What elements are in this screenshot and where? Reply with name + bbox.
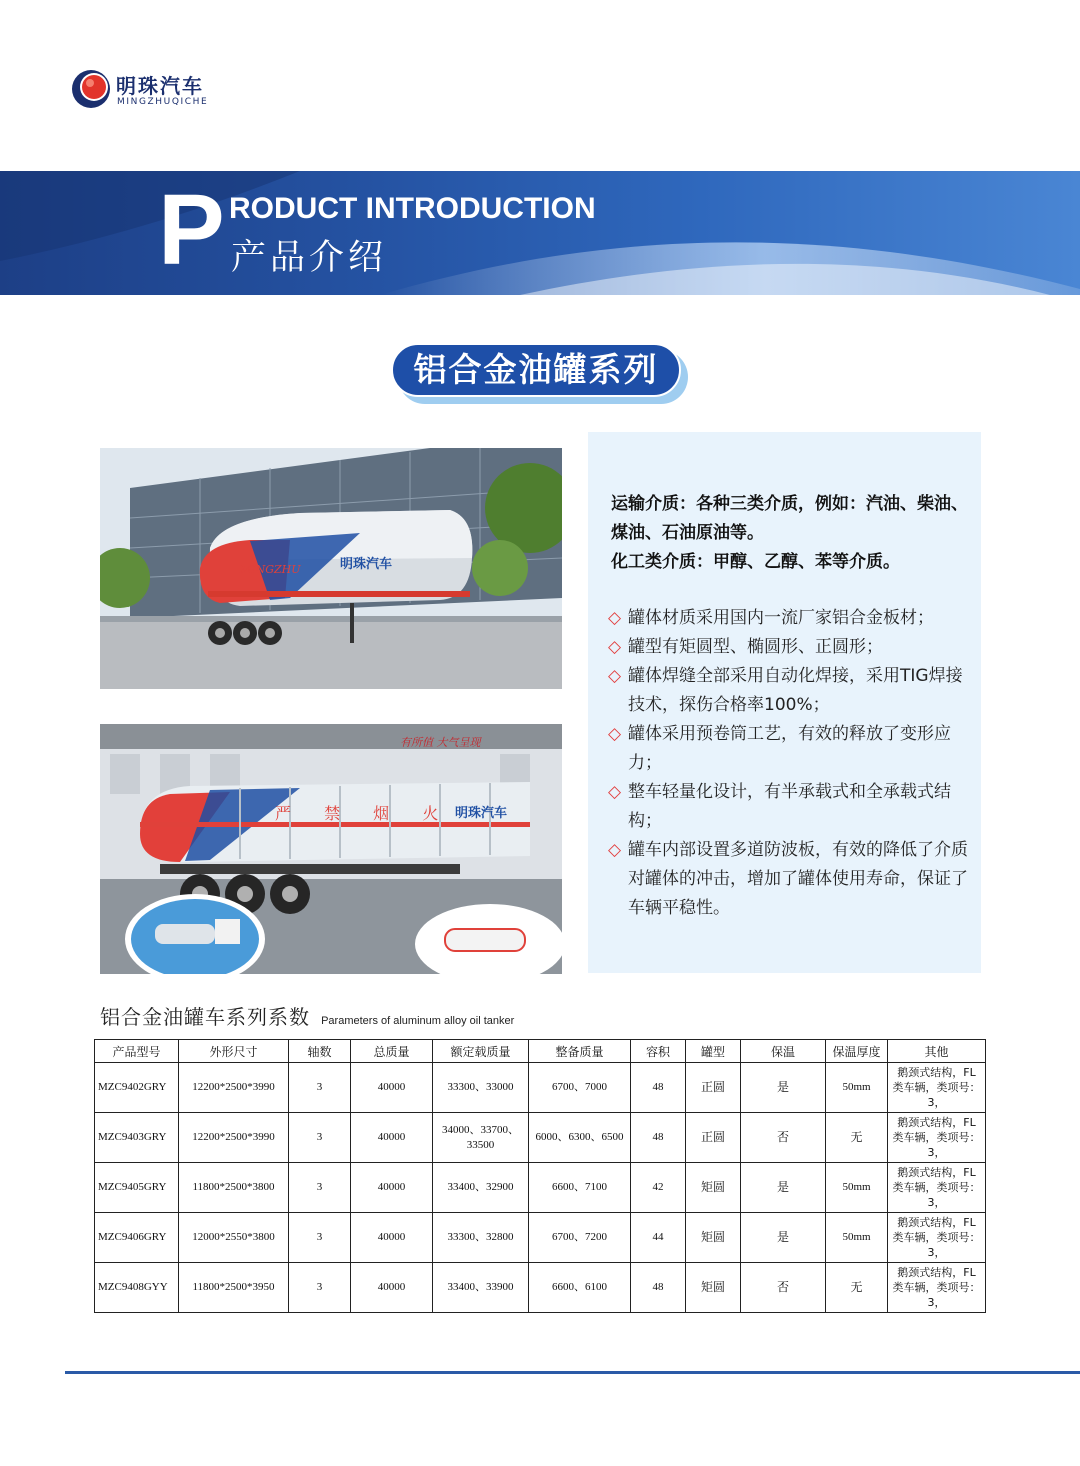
parameter-table bbox=[94, 1039, 986, 1313]
col-header-volume: 容积 bbox=[631, 1040, 686, 1063]
cell-curb-mass: 6600、6100 bbox=[529, 1263, 631, 1313]
cell-axles: 3 bbox=[289, 1163, 351, 1213]
banner-initial: P bbox=[158, 174, 225, 286]
table-title-en: Parameters of aluminum alloy oil tanker bbox=[321, 1015, 515, 1027]
cell-insulation-thickness: 50mm bbox=[826, 1213, 888, 1263]
cell-other: 鹅颈式结构，FL类车辆，类项号：3， bbox=[888, 1213, 986, 1263]
cell-other: 鹅颈式结构，FL类车辆，类项号：3， bbox=[888, 1163, 986, 1213]
diamond-bullet-icon: ◇ bbox=[608, 724, 622, 744]
feature-item bbox=[608, 604, 976, 633]
cell-gross-mass: 40000 bbox=[351, 1263, 433, 1313]
cell-insulation: 是 bbox=[741, 1063, 826, 1113]
cell-dimensions: 11800*2500*3950 bbox=[179, 1263, 289, 1313]
feature-item bbox=[608, 633, 976, 662]
cell-curb-mass: 6000、6300、6500 bbox=[529, 1113, 631, 1163]
table-row bbox=[95, 1263, 986, 1313]
cell-other: 鹅颈式结构，FL类车辆，类项号：3， bbox=[888, 1263, 986, 1313]
table-row bbox=[95, 1213, 986, 1263]
brand-logo bbox=[70, 66, 230, 112]
cell-tank-type: 矩圆 bbox=[686, 1163, 741, 1213]
brand-logo-icon bbox=[70, 68, 112, 110]
cell-volume: 48 bbox=[631, 1063, 686, 1113]
cell-gross-mass: 40000 bbox=[351, 1163, 433, 1213]
col-header-tank-type: 罐型 bbox=[686, 1040, 741, 1063]
banner-title-cn: 产品介绍 bbox=[231, 238, 388, 278]
cell-axles: 3 bbox=[289, 1063, 351, 1113]
cell-model: MZC9403GRY bbox=[95, 1113, 179, 1163]
cell-tank-type: 矩圆 bbox=[686, 1213, 741, 1263]
feature-text: 罐型有矩圆型、椭圆形、正圆形； bbox=[628, 637, 883, 657]
cell-insulation-thickness: 无 bbox=[826, 1113, 888, 1163]
truck2-slogan-label: 严 禁 烟 火 bbox=[275, 804, 453, 823]
feature-text: 罐车内部设置多道防波板，有效的降低了介质对罐体的冲击，增加了罐体使用寿命，保证了车辆平稳性。 bbox=[628, 840, 968, 918]
table-header-row bbox=[95, 1040, 986, 1063]
cell-model: MZC9402GRY bbox=[95, 1063, 179, 1113]
cell-rated-load: 33300、32800 bbox=[433, 1213, 529, 1263]
cell-tank-type: 正圆 bbox=[686, 1063, 741, 1113]
diamond-bullet-icon: ◇ bbox=[608, 637, 622, 657]
cell-dimensions: 12200*2500*3990 bbox=[179, 1063, 289, 1113]
feature-item bbox=[608, 662, 976, 720]
brand-name-cn: 明珠汽车 bbox=[116, 74, 204, 98]
cell-insulation: 是 bbox=[741, 1163, 826, 1213]
cell-insulation-thickness: 50mm bbox=[826, 1163, 888, 1213]
tanker-photo-2 bbox=[100, 724, 562, 974]
cell-dimensions: 12000*2550*3800 bbox=[179, 1213, 289, 1263]
diamond-bullet-icon: ◇ bbox=[608, 666, 622, 686]
cell-tank-type: 正圆 bbox=[686, 1113, 741, 1163]
cell-volume: 42 bbox=[631, 1163, 686, 1213]
cell-volume: 44 bbox=[631, 1213, 686, 1263]
col-header-dimensions: 外形尺寸 bbox=[179, 1040, 289, 1063]
cell-insulation: 是 bbox=[741, 1213, 826, 1263]
cell-dimensions: 12200*2500*3990 bbox=[179, 1113, 289, 1163]
cell-other: 鹅颈式结构，FL类车辆，类项号：3， bbox=[888, 1113, 986, 1163]
cell-model: MZC9408GYY bbox=[95, 1263, 179, 1313]
table-row bbox=[95, 1163, 986, 1213]
col-header-insulation: 保温 bbox=[741, 1040, 826, 1063]
col-header-gross-mass: 总质量 bbox=[351, 1040, 433, 1063]
table-row bbox=[95, 1113, 986, 1163]
tanker-photo-2-image bbox=[100, 724, 562, 974]
transport-media-text bbox=[611, 490, 971, 577]
tanker-photo-1-image bbox=[100, 448, 562, 689]
cell-model: MZC9406GRY bbox=[95, 1213, 179, 1263]
cell-curb-mass: 6600、7100 bbox=[529, 1163, 631, 1213]
cell-curb-mass: 6700、7000 bbox=[529, 1063, 631, 1113]
table-title bbox=[100, 1001, 514, 1030]
feature-text: 罐体焊缝全部采用自动化焊接，采用TIG焊接技术，探伤合格率100%； bbox=[628, 666, 963, 715]
banner-title-en: RODUCT INTRODUCTION bbox=[229, 192, 596, 225]
col-header-insulation-thickness: 保温厚度 bbox=[826, 1040, 888, 1063]
feature-text: 罐体材质采用国内一流厂家铝合金板材； bbox=[628, 608, 934, 628]
cell-volume: 48 bbox=[631, 1113, 686, 1163]
cell-insulation: 否 bbox=[741, 1263, 826, 1313]
cell-gross-mass: 40000 bbox=[351, 1113, 433, 1163]
series-title: 铝合金油罐系列 bbox=[413, 350, 659, 389]
col-header-model: 产品型号 bbox=[95, 1040, 179, 1063]
brand-name-en: MINGZHUQICHE bbox=[117, 97, 209, 107]
footer-divider bbox=[65, 1371, 1080, 1374]
col-header-axles: 轴数 bbox=[289, 1040, 351, 1063]
cell-insulation-thickness: 无 bbox=[826, 1263, 888, 1313]
cell-insulation-thickness: 50mm bbox=[826, 1063, 888, 1113]
truck1-script-label: MINGZHU bbox=[240, 563, 301, 576]
cell-rated-load: 33400、32900 bbox=[433, 1163, 529, 1213]
col-header-other: 其他 bbox=[888, 1040, 986, 1063]
col-header-rated-load: 额定载质量 bbox=[433, 1040, 529, 1063]
truck1-brand-label: 明珠汽车 bbox=[340, 557, 393, 572]
diamond-bullet-icon: ◇ bbox=[608, 782, 622, 802]
cell-axles: 3 bbox=[289, 1263, 351, 1313]
cell-dimensions: 11800*2500*3800 bbox=[179, 1163, 289, 1213]
diamond-bullet-icon: ◇ bbox=[608, 840, 622, 860]
table-title-cn: 铝合金油罐车系列系数 bbox=[100, 1005, 310, 1029]
cell-rated-load: 34000、33700、33500 bbox=[433, 1113, 529, 1163]
description-panel bbox=[588, 432, 981, 973]
table-row bbox=[95, 1063, 986, 1113]
cell-curb-mass: 6700、7200 bbox=[529, 1213, 631, 1263]
col-header-curb-mass: 整备质量 bbox=[529, 1040, 631, 1063]
cell-volume: 48 bbox=[631, 1263, 686, 1313]
cell-tank-type: 矩圆 bbox=[686, 1263, 741, 1313]
series-title-pill bbox=[391, 343, 681, 397]
diamond-bullet-icon: ◇ bbox=[608, 608, 622, 628]
cell-axles: 3 bbox=[289, 1113, 351, 1163]
cell-insulation: 否 bbox=[741, 1113, 826, 1163]
feature-text: 整车轻量化设计，有半承载式和全承载式结构； bbox=[628, 782, 951, 831]
cell-rated-load: 33400、33900 bbox=[433, 1263, 529, 1313]
chemical-media-line: 化工类介质：甲醇、乙醇、苯等介质。 bbox=[611, 552, 900, 572]
cell-rated-load: 33300、33000 bbox=[433, 1063, 529, 1113]
cell-axles: 3 bbox=[289, 1213, 351, 1263]
feature-item bbox=[608, 836, 976, 923]
feature-item bbox=[608, 720, 976, 778]
feature-text: 罐体采用预卷筒工艺，有效的释放了变形应力； bbox=[628, 724, 951, 773]
truck2-motto-label: 有所值 大气呈现 bbox=[400, 736, 481, 749]
cell-model: MZC9405GRY bbox=[95, 1163, 179, 1213]
truck2-brand-label: 明珠汽车 bbox=[455, 806, 508, 821]
tanker-photo-1 bbox=[100, 448, 562, 689]
feature-list bbox=[608, 604, 976, 923]
cell-gross-mass: 40000 bbox=[351, 1213, 433, 1263]
feature-item bbox=[608, 778, 976, 836]
cell-other: 鹅颈式结构，FL类车辆，类项号：3， bbox=[888, 1063, 986, 1113]
transport-media-line: 运输介质：各种三类介质，例如：汽油、柴油、煤油、石油原油等。 bbox=[611, 494, 968, 543]
cell-gross-mass: 40000 bbox=[351, 1063, 433, 1113]
